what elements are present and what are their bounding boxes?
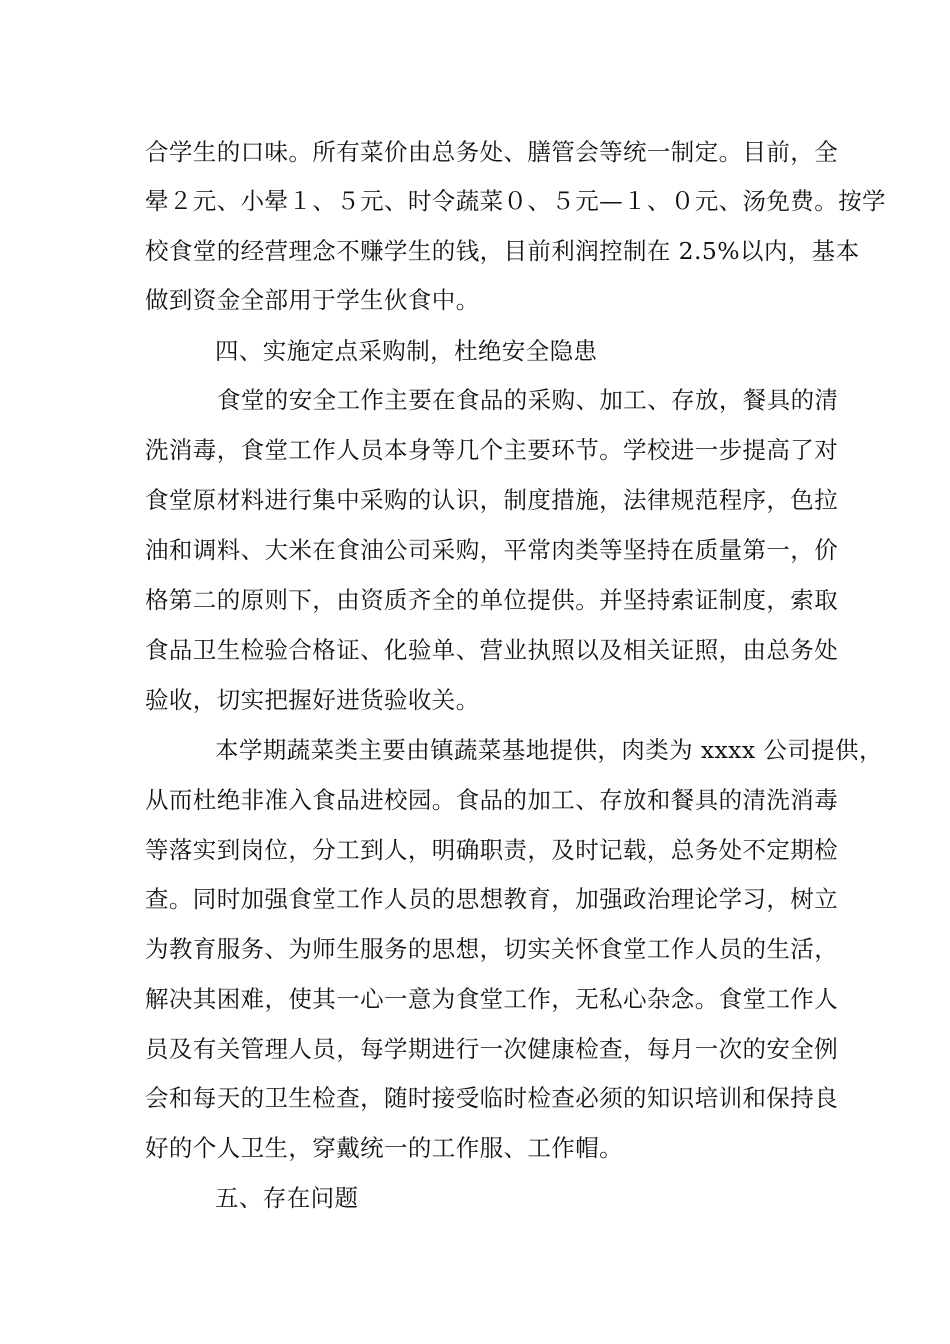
section-heading: 四、实施定点采购制，杜绝安全隐患 [215, 337, 598, 365]
paragraph-line: 洗消毒，食堂工作人员本身等几个主要环节。学校进一步提高了对 [145, 436, 839, 464]
paragraph-line: 会和每天的卫生检查，随时接受临时检查必须的知识培训和保持良 [145, 1084, 839, 1112]
paragraph-line: 食堂的安全工作主要在食品的采购、加工、存放，餐具的清 [217, 386, 839, 414]
paragraph-line: 等落实到岗位，分工到人，明确职责，及时记载，总务处不定期检 [145, 836, 839, 864]
paragraph-line: 晕２元、小晕１、５元、时令蔬菜０、５元—１、０元、汤免费。按学 [145, 187, 886, 215]
paragraph-line: 验收，切实把握好进货验收关。 [145, 686, 480, 714]
paragraph-line: 从而杜绝非准入食品进校园。食品的加工、存放和餐具的清洗消毒 [145, 786, 839, 814]
paragraph-line: 格第二的原则下，由资质齐全的单位提供。并坚持索证制度，索取 [145, 586, 839, 614]
paragraph-line: 合学生的口味。所有菜价由总务处、膳管会等统一制定。目前，全 [145, 138, 839, 166]
section-heading: 五、存在问题 [215, 1184, 359, 1212]
paragraph-line: 做到资金全部用于学生伙食中。 [145, 286, 480, 314]
paragraph-line: 好的个人卫生，穿戴统一的工作服、工作帽。 [145, 1134, 623, 1162]
paragraph-line: 解决其困难，使其一心一意为食堂工作，无私心杂念。食堂工作人 [145, 985, 839, 1013]
paragraph-line: 本学期蔬菜类主要由镇蔬菜基地提供，肉类为 xxxx 公司提供， [215, 736, 883, 764]
paragraph-line: 查。同时加强食堂工作人员的思想教育，加强政治理论学习，树立 [145, 885, 839, 913]
paragraph-line: 油和调料、大米在食油公司采购，平常肉类等坚持在质量第一，价 [145, 536, 839, 564]
paragraph-line: 食品卫生检验合格证、化验单、营业执照以及相关证照，由总务处 [145, 636, 839, 664]
paragraph-line: 员及有关管理人员，每学期进行一次健康检查，每月一次的安全例 [145, 1035, 839, 1063]
paragraph-line: 为教育服务、为师生服务的思想，切实关怀食堂工作人员的生活， [145, 935, 839, 963]
paragraph-line: 校食堂的经营理念不赚学生的钱，目前利润控制在 2.5%以内，基本 [145, 237, 860, 265]
paragraph-line: 食堂原材料进行集中采购的认识，制度措施，法律规范程序，色拉 [145, 486, 839, 514]
